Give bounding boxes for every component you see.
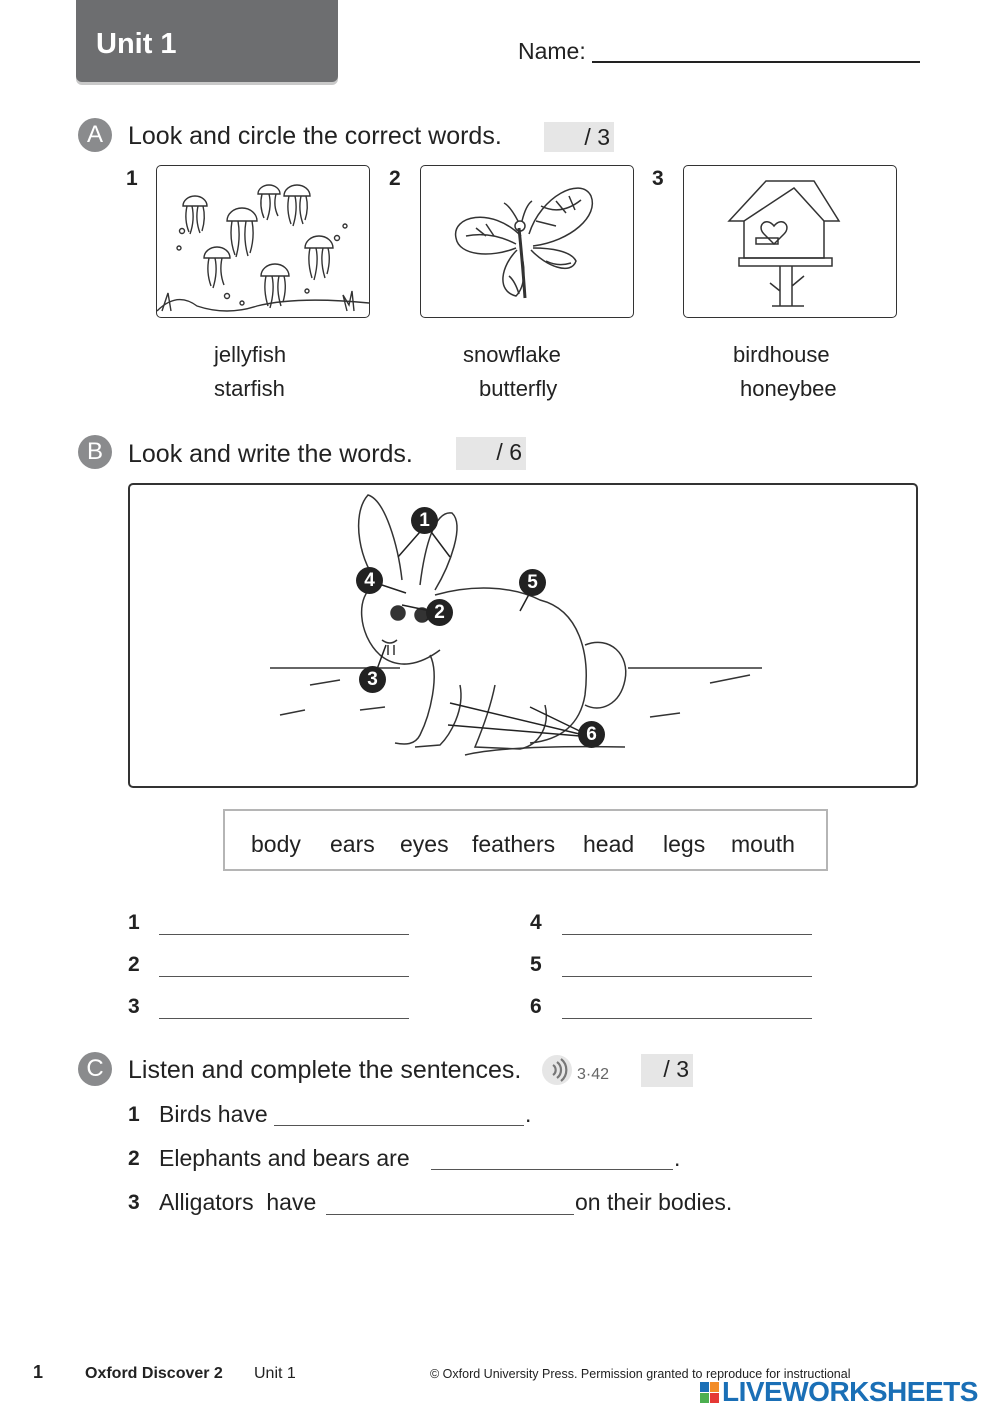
section-c-badge: C	[78, 1052, 112, 1086]
sentence-end: .	[674, 1145, 681, 1171]
sentence-blank-3[interactable]	[326, 1214, 574, 1215]
answer-number: 3	[128, 995, 140, 1018]
answer-field-2[interactable]	[159, 976, 409, 977]
answer-number: 4	[530, 911, 542, 934]
section-a-score: / 3	[544, 122, 614, 152]
word-option[interactable]: birdhouse	[733, 342, 830, 367]
callout-marker: 4	[356, 567, 383, 594]
section-a-badge: A	[78, 118, 112, 152]
audio-icon[interactable]	[542, 1055, 572, 1085]
answer-field-6[interactable]	[562, 1018, 812, 1019]
rabbit-picture	[128, 483, 918, 788]
section-b-badge: B	[78, 435, 112, 469]
word-option[interactable]: snowflake	[463, 342, 561, 367]
callout-marker: 5	[519, 569, 546, 596]
word-bank-item: eyes	[400, 831, 449, 857]
answer-field-5[interactable]	[562, 976, 812, 977]
word-option[interactable]: honeybee	[740, 376, 837, 401]
answer-field-4[interactable]	[562, 934, 812, 935]
sentence-blank-1[interactable]	[274, 1125, 524, 1126]
jellyfish-picture	[156, 165, 370, 318]
sentence-number: 1	[128, 1103, 140, 1126]
word-option[interactable]: starfish	[214, 376, 285, 401]
word-bank-item: legs	[663, 831, 706, 857]
birdhouse-picture	[683, 165, 897, 318]
word-bank-item: head	[583, 831, 635, 857]
page-number: 1	[33, 1362, 44, 1382]
sentence-blank-2[interactable]	[431, 1169, 673, 1170]
item-number: 1	[126, 167, 138, 190]
sentence-end: .	[525, 1101, 532, 1127]
item-number: 2	[389, 167, 401, 190]
unit-tab	[76, 0, 338, 82]
name-field[interactable]	[592, 61, 920, 63]
answer-number: 2	[128, 953, 140, 976]
answer-number: 6	[530, 995, 542, 1018]
word-bank-item: mouth	[731, 831, 795, 857]
sentence-end: on their bodies.	[575, 1189, 733, 1215]
sentence-text: Elephants and bears are	[159, 1145, 410, 1171]
answer-number: 5	[530, 953, 542, 976]
section-b-title: Look and write the words.	[128, 440, 413, 468]
sentence-text: Birds have	[159, 1101, 268, 1127]
liveworksheets-brand[interactable]: LIVEWORKSHEETS	[722, 1376, 978, 1407]
answer-number: 1	[128, 911, 140, 934]
callout-marker: 2	[426, 599, 453, 626]
book-title: Oxford Discover 2	[85, 1365, 223, 1382]
word-option[interactable]: jellyfish	[214, 342, 287, 367]
name-label: Name:	[518, 38, 586, 64]
sentence-number: 3	[128, 1191, 140, 1214]
answer-field-3[interactable]	[159, 1018, 409, 1019]
sentence-number: 2	[128, 1147, 140, 1170]
footer-unit: Unit 1	[254, 1365, 296, 1382]
item-number: 3	[652, 167, 664, 190]
callout-marker: 6	[578, 721, 605, 748]
liveworksheets-logo-icon	[700, 1382, 720, 1404]
word-bank-item: feathers	[472, 831, 556, 857]
copyright-notice: © Oxford University Press. Permission granted to reproduce for instructional	[430, 1367, 851, 1381]
word-bank	[223, 809, 828, 871]
callout-marker: 1	[411, 507, 438, 534]
word-bank-item: body	[251, 831, 301, 857]
word-bank-item: ears	[330, 831, 375, 857]
section-b-score: / 6	[456, 437, 526, 470]
section-c-score: / 3	[641, 1054, 693, 1087]
unit-title: Unit 1	[96, 28, 177, 60]
callout-marker: 3	[359, 666, 386, 693]
word-option[interactable]: butterfly	[479, 376, 558, 401]
section-c-title: Listen and complete the sentences.	[128, 1056, 522, 1084]
audio-track-number: 3·42	[577, 1066, 610, 1083]
butterfly-picture	[420, 165, 634, 318]
answer-field-1[interactable]	[159, 934, 409, 935]
section-a-title: Look and circle the correct words.	[128, 122, 502, 150]
sentence-text: Alligators have	[159, 1189, 317, 1215]
